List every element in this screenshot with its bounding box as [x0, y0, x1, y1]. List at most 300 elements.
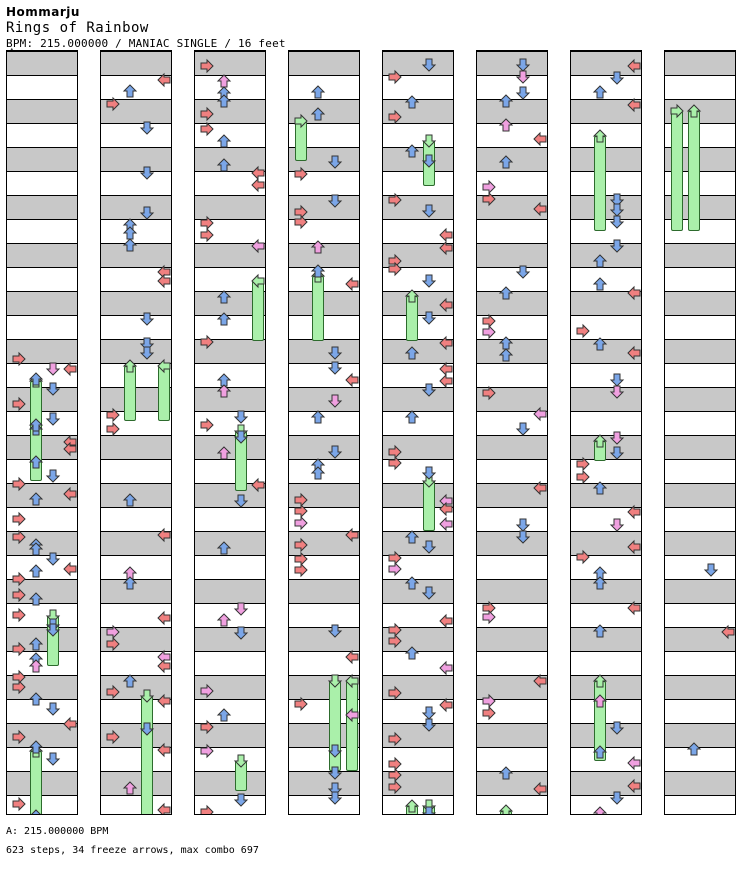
measure-row	[195, 555, 265, 579]
arrow-note	[686, 103, 702, 119]
measure-row	[665, 435, 735, 459]
arrow-note	[344, 673, 360, 689]
arrow-note	[105, 684, 121, 700]
arrow-note	[62, 561, 78, 577]
arrow-note	[387, 685, 403, 701]
chart-column	[100, 50, 172, 815]
measure-row	[289, 603, 359, 627]
measure-row	[7, 195, 77, 219]
arrow-note	[626, 539, 642, 555]
arrow-note	[28, 808, 44, 815]
arrow-note	[626, 97, 642, 113]
arrow-note	[327, 360, 343, 376]
arrow-note	[404, 345, 420, 361]
arrow-note	[216, 93, 232, 109]
arrow-note	[438, 516, 454, 532]
measure-row	[477, 243, 547, 267]
arrow-note	[293, 696, 309, 712]
measure-row	[665, 411, 735, 435]
arrow-note	[327, 790, 343, 806]
arrow-note	[28, 591, 44, 607]
chart-column	[476, 50, 548, 815]
measure-row	[571, 147, 641, 171]
arrow-note	[45, 468, 61, 484]
arrow-note	[626, 285, 642, 301]
arrow-note	[250, 238, 266, 254]
arrow-note	[122, 575, 138, 591]
arrow-note	[609, 790, 625, 806]
arrow-note	[45, 551, 61, 567]
measure-row	[101, 195, 171, 219]
arrow-note	[139, 721, 155, 737]
arrow-note	[438, 697, 454, 713]
measure-row	[289, 387, 359, 411]
measure-row	[101, 291, 171, 315]
arrow-note	[592, 673, 608, 689]
arrow-note	[592, 276, 608, 292]
arrow-note	[421, 153, 437, 169]
arrow-note	[344, 527, 360, 543]
arrow-note	[592, 623, 608, 639]
arrow-note	[199, 334, 215, 350]
measure-row	[7, 315, 77, 339]
arrow-note	[216, 133, 232, 149]
freeze-arrow	[252, 281, 264, 341]
arrow-note	[45, 751, 61, 767]
arrow-note	[515, 85, 531, 101]
arrow-note	[105, 729, 121, 745]
arrow-note	[686, 741, 702, 757]
arrow-note	[438, 335, 454, 351]
arrow-note	[233, 792, 249, 808]
arrow-note	[139, 165, 155, 181]
arrow-note	[139, 120, 155, 136]
arrow-note	[421, 717, 437, 733]
arrow-note	[45, 361, 61, 377]
arrow-note	[703, 562, 719, 578]
measure-row	[101, 123, 171, 147]
arrow-note	[421, 465, 437, 481]
measure-row	[195, 771, 265, 795]
arrow-note	[609, 720, 625, 736]
arrow-note	[592, 693, 608, 709]
measure-row	[289, 51, 359, 75]
measure-row	[665, 459, 735, 483]
arrow-note	[592, 575, 608, 591]
measure-row	[665, 651, 735, 675]
arrow-note	[720, 624, 736, 640]
arrow-note	[626, 504, 642, 520]
arrow-note	[62, 716, 78, 732]
arrow-note	[156, 273, 172, 289]
arrow-note	[199, 683, 215, 699]
arrow-note	[387, 69, 403, 85]
arrow-note	[327, 444, 343, 460]
arrow-note	[592, 253, 608, 269]
measure-row	[7, 219, 77, 243]
measure-row	[665, 267, 735, 291]
arrow-note	[156, 802, 172, 815]
arrow-note	[310, 409, 326, 425]
arrow-note	[626, 778, 642, 794]
measure-row	[477, 531, 547, 555]
arrow-note	[387, 261, 403, 277]
arrow-note	[626, 600, 642, 616]
measure-row	[571, 363, 641, 387]
arrow-note	[250, 477, 266, 493]
measure-row	[477, 651, 547, 675]
arrow-note	[11, 729, 27, 745]
arrow-note	[515, 529, 531, 545]
bpm-footer: A: 215.000000 BPM	[6, 826, 109, 837]
arrow-note	[532, 406, 548, 422]
arrow-note	[481, 191, 497, 207]
measure-row	[289, 291, 359, 315]
arrow-note	[515, 69, 531, 85]
measure-row	[7, 171, 77, 195]
measure-row	[7, 147, 77, 171]
arrow-note	[609, 517, 625, 533]
arrow-note	[498, 154, 514, 170]
arrow-note	[156, 658, 172, 674]
arrow-note	[122, 780, 138, 796]
arrow-note	[421, 539, 437, 555]
arrow-note	[156, 527, 172, 543]
arrow-note	[293, 562, 309, 578]
arrow-note	[28, 739, 44, 755]
measure-row	[195, 651, 265, 675]
measure-row	[571, 195, 641, 219]
arrow-note	[310, 106, 326, 122]
arrow-note	[327, 154, 343, 170]
arrow-note	[609, 384, 625, 400]
measure-row	[477, 435, 547, 459]
freeze-arrow	[346, 681, 358, 771]
measure-row	[7, 51, 77, 75]
measure-row	[477, 723, 547, 747]
arrow-note	[11, 587, 27, 603]
freeze-arrow	[594, 136, 606, 231]
measure-row	[571, 411, 641, 435]
arrow-note	[28, 691, 44, 707]
arrow-note	[45, 381, 61, 397]
arrow-note	[481, 385, 497, 401]
measure-row	[7, 243, 77, 267]
measure-row	[289, 795, 359, 815]
arrow-note	[498, 93, 514, 109]
artist-name: Hommarju	[6, 5, 80, 19]
arrow-note	[156, 610, 172, 626]
measure-row	[665, 555, 735, 579]
arrow-note	[199, 719, 215, 735]
song-title: Rings of Rainbow	[6, 20, 149, 36]
measure-row	[665, 483, 735, 507]
measure-row	[195, 579, 265, 603]
arrow-note	[481, 324, 497, 340]
arrow-note	[387, 109, 403, 125]
measure-row	[289, 579, 359, 603]
arrow-note	[592, 336, 608, 352]
measure-row	[289, 627, 359, 651]
arrow-note	[327, 345, 343, 361]
measure-row	[7, 123, 77, 147]
arrow-note	[498, 765, 514, 781]
measure-row	[665, 675, 735, 699]
measure-row	[7, 75, 77, 99]
measure-row	[665, 579, 735, 603]
chart-meta: BPM: 215.000000 / MANIAC SINGLE / 16 feet	[6, 37, 286, 50]
arrow-note	[45, 622, 61, 638]
arrow-note	[421, 273, 437, 289]
arrow-note	[11, 351, 27, 367]
measure-row	[665, 75, 735, 99]
arrow-note	[233, 601, 249, 617]
arrow-note	[216, 289, 232, 305]
measure-row	[101, 435, 171, 459]
arrow-note	[11, 396, 27, 412]
arrow-note	[438, 240, 454, 256]
arrow-note	[62, 441, 78, 457]
arrow-note	[45, 701, 61, 717]
measure-row	[101, 147, 171, 171]
arrow-note	[250, 273, 266, 289]
arrow-note	[156, 693, 172, 709]
arrow-note	[122, 237, 138, 253]
arrow-note	[293, 166, 309, 182]
arrow-note	[105, 96, 121, 112]
freeze-arrow	[312, 276, 324, 341]
arrow-note	[11, 607, 27, 623]
arrow-note	[233, 753, 249, 769]
arrow-note	[45, 411, 61, 427]
arrow-note	[532, 781, 548, 797]
measure-row	[665, 339, 735, 363]
arrow-note	[404, 409, 420, 425]
freeze-arrow	[124, 366, 136, 421]
freeze-arrow	[158, 366, 170, 421]
arrow-note	[11, 529, 27, 545]
arrow-note	[438, 613, 454, 629]
arrow-note	[404, 529, 420, 545]
arrow-note	[233, 429, 249, 445]
arrow-note	[11, 669, 27, 685]
arrow-note	[404, 288, 420, 304]
arrow-note	[498, 117, 514, 133]
arrow-note	[609, 214, 625, 230]
measure-row	[289, 315, 359, 339]
measure-row	[665, 771, 735, 795]
chart-column	[288, 50, 360, 815]
measure-row	[665, 387, 735, 411]
arrow-note	[216, 383, 232, 399]
stats-footer: 623 steps, 34 freeze arrows, max combo 697	[6, 845, 259, 856]
freeze-arrow	[671, 111, 683, 231]
arrow-note	[216, 445, 232, 461]
arrow-note	[122, 358, 138, 374]
arrow-note	[387, 455, 403, 471]
measure-row	[571, 651, 641, 675]
measure-row	[7, 291, 77, 315]
measure-row	[195, 507, 265, 531]
arrow-note	[327, 393, 343, 409]
measure-row	[477, 51, 547, 75]
arrow-note	[156, 72, 172, 88]
measure-row	[665, 291, 735, 315]
measure-row	[665, 363, 735, 387]
arrow-note	[327, 193, 343, 209]
chart-column	[194, 50, 266, 815]
arrow-note	[575, 549, 591, 565]
measure-row	[571, 387, 641, 411]
measure-row	[571, 219, 641, 243]
measure-row	[101, 459, 171, 483]
arrow-note	[609, 430, 625, 446]
arrow-note	[532, 480, 548, 496]
arrow-note	[387, 633, 403, 649]
arrow-note	[421, 57, 437, 73]
measure-row	[477, 507, 547, 531]
arrow-note	[11, 796, 27, 812]
arrow-note	[216, 540, 232, 556]
arrow-note	[421, 585, 437, 601]
arrow-note	[438, 501, 454, 517]
arrow-note	[105, 636, 121, 652]
arrow-note	[438, 660, 454, 676]
arrow-note	[11, 641, 27, 657]
arrow-note	[11, 476, 27, 492]
arrow-note	[327, 743, 343, 759]
arrow-note	[122, 673, 138, 689]
arrow-note	[421, 203, 437, 219]
arrow-note	[421, 382, 437, 398]
arrow-note	[216, 311, 232, 327]
arrow-note	[216, 157, 232, 173]
measure-row	[195, 627, 265, 651]
arrow-note	[575, 323, 591, 339]
arrow-note	[498, 347, 514, 363]
arrow-note	[592, 744, 608, 760]
arrow-note	[28, 371, 44, 387]
measure-row	[665, 795, 735, 815]
arrow-note	[310, 239, 326, 255]
arrow-note	[481, 705, 497, 721]
arrow-note	[575, 469, 591, 485]
measure-row	[571, 171, 641, 195]
arrow-note	[293, 214, 309, 230]
arrow-note	[609, 70, 625, 86]
arrow-note	[421, 133, 437, 149]
arrow-note	[293, 113, 309, 129]
arrow-note	[122, 83, 138, 99]
arrow-note	[105, 421, 121, 437]
chart-column	[6, 50, 78, 815]
chart-column	[382, 50, 454, 815]
measure-row	[665, 51, 735, 75]
arrow-note	[11, 571, 27, 587]
arrow-note	[199, 743, 215, 759]
measure-row	[665, 699, 735, 723]
arrow-note	[327, 765, 343, 781]
arrow-note	[404, 94, 420, 110]
arrow-note	[250, 177, 266, 193]
arrow-note	[310, 263, 326, 279]
stepchart-board	[6, 50, 746, 820]
arrow-note	[626, 345, 642, 361]
arrow-note	[216, 707, 232, 723]
arrow-note	[387, 561, 403, 577]
arrow-note	[344, 649, 360, 665]
measure-row	[7, 771, 77, 795]
arrow-note	[498, 285, 514, 301]
arrow-note	[139, 311, 155, 327]
arrow-note	[498, 803, 514, 815]
arrow-note	[199, 417, 215, 433]
arrow-note	[404, 575, 420, 591]
arrow-note	[293, 515, 309, 531]
arrow-note	[532, 131, 548, 147]
measure-row	[665, 243, 735, 267]
freeze-arrow	[688, 111, 700, 231]
arrow-note	[387, 192, 403, 208]
arrow-note	[310, 84, 326, 100]
arrow-note	[139, 205, 155, 221]
arrow-note	[233, 409, 249, 425]
arrow-note	[199, 804, 215, 815]
arrow-note	[28, 563, 44, 579]
arrow-note	[199, 121, 215, 137]
arrow-note	[438, 373, 454, 389]
arrow-note	[233, 493, 249, 509]
arrow-note	[592, 805, 608, 815]
arrow-note	[387, 731, 403, 747]
arrow-note	[233, 625, 249, 641]
measure-row	[289, 339, 359, 363]
measure-row	[289, 771, 359, 795]
chart-column	[664, 50, 736, 815]
arrow-note	[28, 417, 44, 433]
arrow-note	[28, 454, 44, 470]
measure-row	[665, 531, 735, 555]
arrow-note	[592, 480, 608, 496]
chart-column	[570, 50, 642, 815]
arrow-note	[421, 310, 437, 326]
arrow-note	[421, 805, 437, 815]
arrow-note	[404, 798, 420, 814]
measure-row	[665, 315, 735, 339]
arrow-note	[28, 541, 44, 557]
measure-row	[101, 171, 171, 195]
arrow-note	[532, 673, 548, 689]
measure-row	[289, 435, 359, 459]
arrow-note	[28, 491, 44, 507]
arrow-note	[11, 511, 27, 527]
arrow-note	[387, 779, 403, 795]
arrow-note	[139, 688, 155, 704]
freeze-arrow	[141, 696, 153, 815]
measure-row	[477, 555, 547, 579]
arrow-note	[592, 128, 608, 144]
arrow-note	[310, 465, 326, 481]
arrow-note	[626, 755, 642, 771]
arrow-note	[156, 742, 172, 758]
arrow-note	[515, 264, 531, 280]
measure-row	[477, 219, 547, 243]
arrow-note	[327, 673, 343, 689]
freeze-arrow	[30, 751, 42, 815]
arrow-note	[344, 276, 360, 292]
arrow-note	[515, 421, 531, 437]
arrow-note	[626, 58, 642, 74]
